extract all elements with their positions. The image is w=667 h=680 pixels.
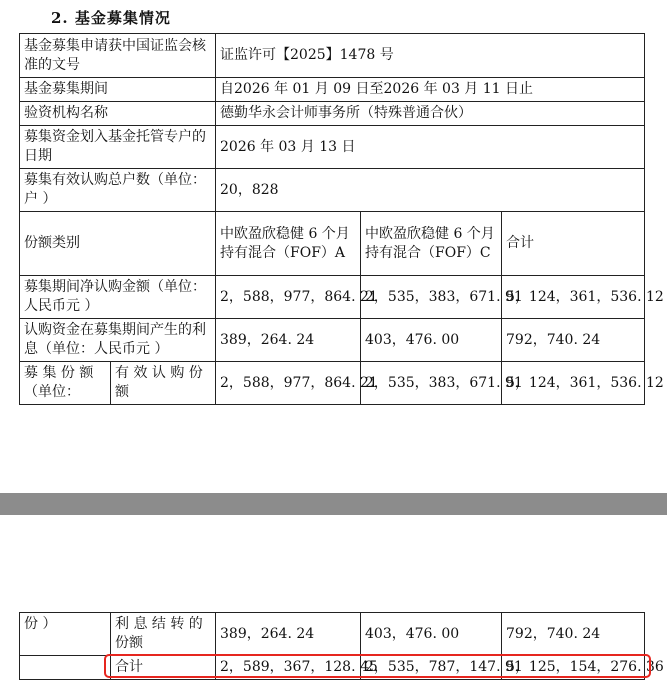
sum-label: 合计 xyxy=(111,656,216,680)
households-value: 20，828 xyxy=(216,169,645,212)
table-row xyxy=(20,126,645,169)
sum-total: 5，125，154，276. 36 xyxy=(502,656,645,680)
interest-carry-c: 403，476. 00 xyxy=(361,613,502,656)
interest-a: 389，264. 24 xyxy=(216,319,361,362)
effective-sub-label: 有 效 认 购 份额 xyxy=(111,362,216,405)
transfer-date-label: 募集资金划入基金托管专户的日期 xyxy=(20,126,216,169)
sum-a: 2，589，367，128. 45 xyxy=(216,656,361,680)
table-row xyxy=(20,613,645,656)
class-a-header: 中欧盈欣稳健 6 个月持有混合（FOF）A xyxy=(216,212,361,276)
interest-carry-total: 792，740. 24 xyxy=(502,613,645,656)
table-row xyxy=(20,362,645,405)
interest-carry-a: 389，264. 24 xyxy=(216,613,361,656)
interest-c: 403，476. 00 xyxy=(361,319,502,362)
effective-sub-a: 2，588，977，864. 21 xyxy=(216,362,361,405)
section-title: 2. 基金募集情况 xyxy=(51,9,171,27)
effective-sub-total: 5，124，361，536. 12 xyxy=(502,362,645,405)
table-row xyxy=(20,78,645,102)
auditor-value: 德勤华永会计师事务所（特殊普通合伙） xyxy=(216,102,645,126)
auditor-label: 验资机构名称 xyxy=(20,102,216,126)
table-row xyxy=(20,319,645,362)
table-row xyxy=(20,169,645,212)
table-row xyxy=(20,102,645,126)
effective-sub-c: 2，535，383，671. 91 xyxy=(361,362,502,405)
net-sub-label: 募集期间净认购金额（单位：人民币元 ） xyxy=(20,276,216,319)
empty-cell xyxy=(20,656,111,680)
shares-label: 募 集 份 额 （单位： xyxy=(20,362,111,405)
class-total-header: 合计 xyxy=(502,212,645,276)
sum-c: 2，535，787，147. 91 xyxy=(361,656,502,680)
net-sub-c: 2，535，383，671. 91 xyxy=(361,276,502,319)
transfer-date-value: 2026 年 03 月 13 日 xyxy=(216,126,645,169)
approval-value: 证监许可【2025】1478 号 xyxy=(216,34,645,78)
share-class-label: 份额类别 xyxy=(20,212,216,276)
shares-label-cont: 份 ） xyxy=(20,613,111,656)
table-row xyxy=(20,212,645,276)
period-label: 基金募集期间 xyxy=(20,78,216,102)
interest-label: 认购资金在募集期间产生的利息（单位：人民币元 ） xyxy=(20,319,216,362)
period-value: 自2026 年 01 月 09 日至2026 年 03 月 11 日止 xyxy=(216,78,645,102)
households-label: 募集有效认购总户数（单位：户 ） xyxy=(20,169,216,212)
page-divider xyxy=(0,493,667,515)
fundraising-table-continued xyxy=(19,612,664,680)
table-row xyxy=(20,656,645,680)
class-c-header: 中欧盈欣稳健 6 个月持有混合（FOF）C xyxy=(361,212,502,276)
table-row xyxy=(20,34,645,78)
interest-carry-label: 利 息 结 转 的份额 xyxy=(111,613,216,656)
fundraising-table xyxy=(19,33,664,405)
interest-total: 792，740. 24 xyxy=(502,319,645,362)
table-row xyxy=(20,276,645,319)
net-sub-total: 5，124，361，536. 12 xyxy=(502,276,645,319)
net-sub-a: 2，588，977，864. 21 xyxy=(216,276,361,319)
approval-label: 基金募集申请获中国证监会核准的文号 xyxy=(20,34,216,78)
